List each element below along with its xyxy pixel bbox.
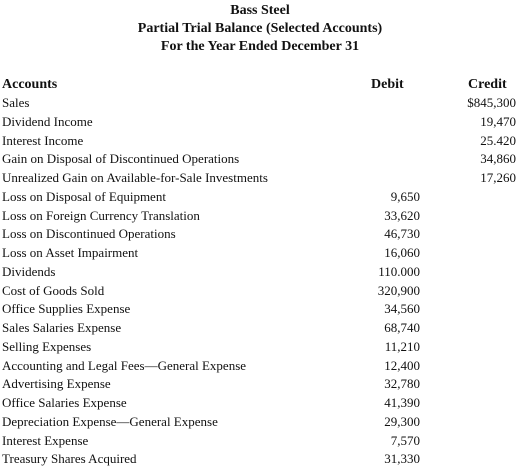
table-row xyxy=(0,357,520,376)
table-row xyxy=(0,225,520,244)
table-row xyxy=(0,432,520,451)
debit-amount: 46,730 xyxy=(384,226,420,242)
table-row xyxy=(0,300,520,319)
debit-amount: 41,390 xyxy=(384,395,420,410)
table-row xyxy=(0,244,520,263)
account-name: Unrealized Gain on Available-for-Sale Investments xyxy=(2,170,268,185)
account-name: Selling Expenses xyxy=(2,338,92,354)
table-row xyxy=(0,94,520,113)
debit-amount: 320,900 xyxy=(377,282,420,298)
debit-amount: 11,210 xyxy=(384,338,420,354)
table-row xyxy=(0,375,520,394)
account-name: Loss on Foreign Currency Translation xyxy=(2,207,200,223)
debit-column-header: Debit xyxy=(371,77,404,92)
credit-amount: 34,860 xyxy=(480,151,516,167)
credit-amount: 25.420 xyxy=(480,132,516,148)
credit-amount: $845,300 xyxy=(467,95,516,110)
company-name: Bass Steel xyxy=(230,3,290,18)
credit-column-header: Credit xyxy=(468,77,507,92)
debit-amount: 9,650 xyxy=(390,188,420,204)
account-name: Depreciation Expense—General Expense xyxy=(2,413,218,429)
account-name: Gain on Disposal of Discontinued Operations xyxy=(2,151,240,167)
account-name: Office Salaries Expense xyxy=(2,395,127,410)
account-name: Treasury Shares Acquired xyxy=(2,451,137,467)
report-period: For the Year Ended December 31 xyxy=(160,39,360,54)
table-row xyxy=(0,188,520,207)
table-row xyxy=(0,394,520,413)
table-row xyxy=(0,263,520,282)
account-name: Sales Salaries Expense xyxy=(2,320,122,335)
account-name: Office Supplies Expense xyxy=(2,301,131,317)
debit-amount: 31,330 xyxy=(384,451,420,467)
debit-amount: 33,620 xyxy=(384,207,420,223)
table-row xyxy=(0,150,520,169)
account-name: Dividend Income xyxy=(2,113,93,129)
credit-amount: 19,470 xyxy=(480,113,516,129)
table-row xyxy=(0,338,520,357)
debit-amount: 110.000 xyxy=(378,263,420,279)
table-row xyxy=(0,207,520,226)
trial-balance-rows xyxy=(0,94,520,469)
debit-amount: 29,300 xyxy=(384,413,420,429)
table-row xyxy=(0,450,520,469)
debit-amount: 12,400 xyxy=(384,357,420,373)
account-name: Advertising Expense xyxy=(2,376,111,392)
credit-amount: 17,260 xyxy=(480,170,516,185)
account-name: Cost of Goods Sold xyxy=(2,282,105,298)
account-name: Interest Expense xyxy=(2,432,89,448)
debit-amount: 7,570 xyxy=(390,432,420,448)
account-name: Sales xyxy=(2,95,30,110)
debit-amount: 32,780 xyxy=(384,376,420,392)
debit-amount: 16,060 xyxy=(384,245,420,260)
account-name: Loss on Disposal of Equipment xyxy=(2,188,166,204)
account-name: Loss on Discontinued Operations xyxy=(2,226,176,242)
table-row xyxy=(0,282,520,301)
account-name: Accounting and Legal Fees—General Expense xyxy=(2,357,247,373)
table-row xyxy=(0,132,520,151)
accounts-column-header: Accounts xyxy=(2,77,58,92)
debit-amount: 34,560 xyxy=(384,301,420,317)
table-row xyxy=(0,169,520,188)
report-title: Partial Trial Balance (Selected Accounts) xyxy=(137,21,383,36)
account-name: Interest Income xyxy=(2,132,84,148)
table-row xyxy=(0,319,520,338)
table-row xyxy=(0,113,520,132)
account-name: Loss on Asset Impairment xyxy=(2,245,139,260)
account-name: Dividends xyxy=(2,263,56,279)
debit-amount: 68,740 xyxy=(384,320,420,335)
table-row xyxy=(0,413,520,432)
